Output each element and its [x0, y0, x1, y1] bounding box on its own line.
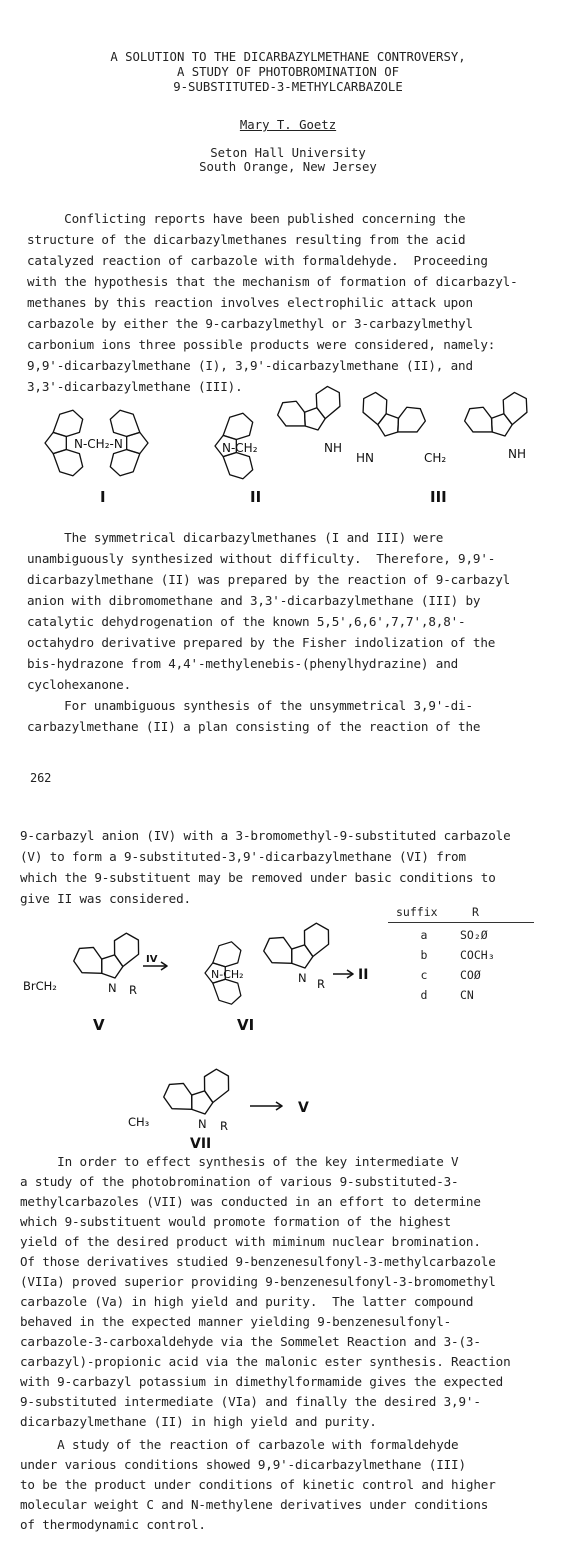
- arrow-to-V: [250, 1100, 309, 1116]
- suffix-table: [388, 905, 534, 1005]
- title-line-3: 9-SUBSTITUTED-3-METHYLCARBAZOLE: [173, 80, 403, 94]
- text-line: under various conditions showed 9,9'-dicarbazylmethane (III): [20, 1457, 466, 1472]
- text-line: catalytic dehydrogenation of the known 5,5',6,6',7,7',8,8'-: [27, 614, 466, 629]
- text-line: which the 9-substituent may be removed under basic conditions to: [20, 870, 496, 885]
- structure-VII-scheme: [110, 1062, 370, 1152]
- structure-III: [354, 389, 536, 506]
- structure-VI-r: R: [317, 977, 325, 991]
- structure-VII-ch3: CH₃: [128, 1115, 150, 1129]
- structure-V: [23, 930, 147, 1034]
- reagent-arrow: [143, 954, 167, 970]
- text-line: yield of the desired product with miminum nuclear bromination.: [20, 1234, 481, 1249]
- table-cell: a: [420, 928, 428, 942]
- structure-II-linker: N-CH₂: [222, 441, 258, 455]
- structure-II: [215, 383, 349, 506]
- text-line: with the hypothesis that the mechanism of formation of dicarbazyl-: [27, 274, 518, 289]
- structure-V-label: V: [93, 1016, 105, 1034]
- text-line: unambiguously synthesized without difficulty. Therefore, 9,9'-: [27, 551, 496, 566]
- table-cell: COCH₃: [460, 948, 495, 962]
- affiliation-line-1: Seton Hall University: [210, 146, 366, 160]
- text-line: structure of the dicarbazylmethanes resulting from the acid: [27, 232, 466, 247]
- structure-I-linker: N-CH₂-N: [74, 437, 123, 451]
- text-line: The symmetrical dicarbazylmethanes (I and III) were: [27, 530, 444, 545]
- structure-VI-label: VI: [237, 1016, 255, 1034]
- text-line: carbazyl)-propionic acid via the malonic ester synthesis. Reaction: [20, 1354, 511, 1369]
- text-line: a study of the photobromination of various 9-substituted-3-: [20, 1174, 459, 1189]
- affiliation-line-2: South Orange, New Jersey: [199, 160, 377, 174]
- text-line: molecular weight C and N-methylene derivatives under conditions: [20, 1497, 489, 1512]
- text-line: 9,9'-dicarbazylmethane (I), 3,9'-dicarbazylmethane (II), and: [27, 358, 473, 373]
- title-line-1: A SOLUTION TO THE DICARBAZYLMETHANE CONTROVERSY,: [110, 50, 466, 64]
- table-header: suffix: [396, 905, 438, 919]
- structure-I: [45, 410, 148, 506]
- arrow-target: V: [298, 1100, 309, 1116]
- table-cell: c: [420, 968, 428, 982]
- structure-III-nh: NH: [508, 447, 526, 461]
- table-header: R: [472, 905, 479, 919]
- structure-VII: [128, 1066, 237, 1152]
- text-line: A study of the reaction of carbazole with formaldehyde: [20, 1437, 459, 1452]
- text-line: to be the product under conditions of kinetic control and higher: [20, 1477, 496, 1492]
- table-row: [388, 985, 534, 1005]
- text-line: cyclohexanone.: [27, 677, 132, 692]
- text-line: carbazylmethane (II) a plan consisting of the reaction of the: [27, 719, 481, 734]
- text-line: carbazole (Va) in high yield and purity. The latter compound: [20, 1294, 474, 1309]
- structure-V-r: R: [129, 983, 137, 997]
- text-line: In order to effect synthesis of the key intermediate V: [20, 1154, 459, 1169]
- author: Mary T. Goetz: [239, 118, 337, 132]
- structure-VI-linker: N-CH₂: [211, 968, 244, 981]
- title-line-2: A STUDY OF PHOTOBROMINATION OF: [176, 65, 400, 79]
- text-line: catalyzed reaction of carbazole with formaldehyde. Proceeding: [27, 253, 488, 268]
- structure-III-hn: HN: [356, 451, 374, 465]
- table-row: [388, 923, 534, 946]
- arrow-target: II: [358, 967, 369, 983]
- text-line: Conflicting reports have been published concerning the: [27, 211, 466, 226]
- text-line: octahydro derivative prepared by the Fisher indolization of the: [27, 635, 496, 650]
- text-line: behaved in the expected manner yielding 9-benzenesulfonyl-: [20, 1314, 452, 1329]
- text-line: anion with dibromomethane and 3,3'-dicarbazylmethane (III) by: [27, 593, 481, 608]
- table-header-row: [388, 905, 534, 923]
- text-line: (VIIa) proved superior providing 9-benzenesulfonyl-3-bromomethyl: [20, 1274, 496, 1289]
- text-line: methanes by this reaction involves electrophilic attack upon: [27, 295, 473, 310]
- structure-II-nh: NH: [324, 441, 342, 455]
- table-cell: b: [420, 948, 428, 962]
- structure-I-label: I: [100, 488, 106, 506]
- structure-V-brch2: BrCH₂: [23, 979, 57, 993]
- structure-VI: [205, 920, 337, 1034]
- text-line: methylcarbazoles (VII) was conducted in an effort to determine: [20, 1194, 481, 1209]
- text-line: carbazole by either the 9-carbazylmethyl or 3-carbazylmethyl: [27, 316, 473, 331]
- text-line: 3,3'-dicarbazylmethane (III).: [27, 379, 243, 394]
- structure-III-label: III: [430, 488, 447, 506]
- text-line: dicarbazylmethane (II) in high yield and purity.: [20, 1414, 377, 1429]
- text-line: of thermodynamic control.: [20, 1517, 206, 1532]
- text-line: (V) to form a 9-substituted-3,9'-dicarbazylmethane (VI) from: [20, 849, 466, 864]
- text-line: For unambiguous synthesis of the unsymmetrical 3,9'-di-: [27, 698, 473, 713]
- text-line: bis-hydrazone from 4,4'-methylenebis-(phenylhydrazine) and: [27, 656, 459, 671]
- structure-VII-label: VII: [190, 1136, 212, 1152]
- table-cell: SO₂Ø: [460, 928, 488, 942]
- structure-VII-n: N: [198, 1117, 207, 1131]
- text-line: Of those derivatives studied 9-benzenesulfonyl-3-methylcarbazole: [20, 1254, 496, 1269]
- structure-VI-n: N: [298, 971, 307, 985]
- arrow-to-II: [333, 967, 368, 983]
- structure-VII-r: R: [220, 1119, 228, 1133]
- structures-diagram: [0, 398, 576, 518]
- text-line: dicarbazylmethane (II) was prepared by the reaction of 9-carbazyl: [27, 572, 511, 587]
- text-line: carbonium ions three possible products were considered, namely:: [27, 337, 496, 352]
- text-line: with 9-carbazyl potassium in dimethylformamide gives the expected: [20, 1374, 504, 1389]
- reagent-label: IV: [146, 954, 158, 965]
- table-cell: CN: [460, 988, 474, 1002]
- table-row: [388, 965, 534, 985]
- text-line: 9-substituted intermediate (VIa) and finally the desired 3,9'-: [20, 1394, 481, 1409]
- reaction-scheme: [15, 918, 405, 1038]
- table-cell: d: [420, 988, 428, 1002]
- text-line: 9-carbazyl anion (IV) with a 3-bromomethyl-9-substituted carbazole: [20, 828, 511, 843]
- structure-II-label: II: [250, 488, 262, 506]
- structure-III-linker: CH₂: [424, 451, 447, 465]
- text-line: which 9-substituent would promote formation of the highest: [20, 1214, 452, 1229]
- page-number: 262: [30, 771, 52, 785]
- table-row: [388, 945, 534, 965]
- text-line: carbazole-3-carboxaldehyde via the Sommelet Reaction and 3-(3-: [20, 1334, 481, 1349]
- table-cell: COØ: [460, 968, 481, 982]
- structure-V-n: N: [108, 981, 117, 995]
- text-line: give II was considered.: [20, 891, 191, 906]
